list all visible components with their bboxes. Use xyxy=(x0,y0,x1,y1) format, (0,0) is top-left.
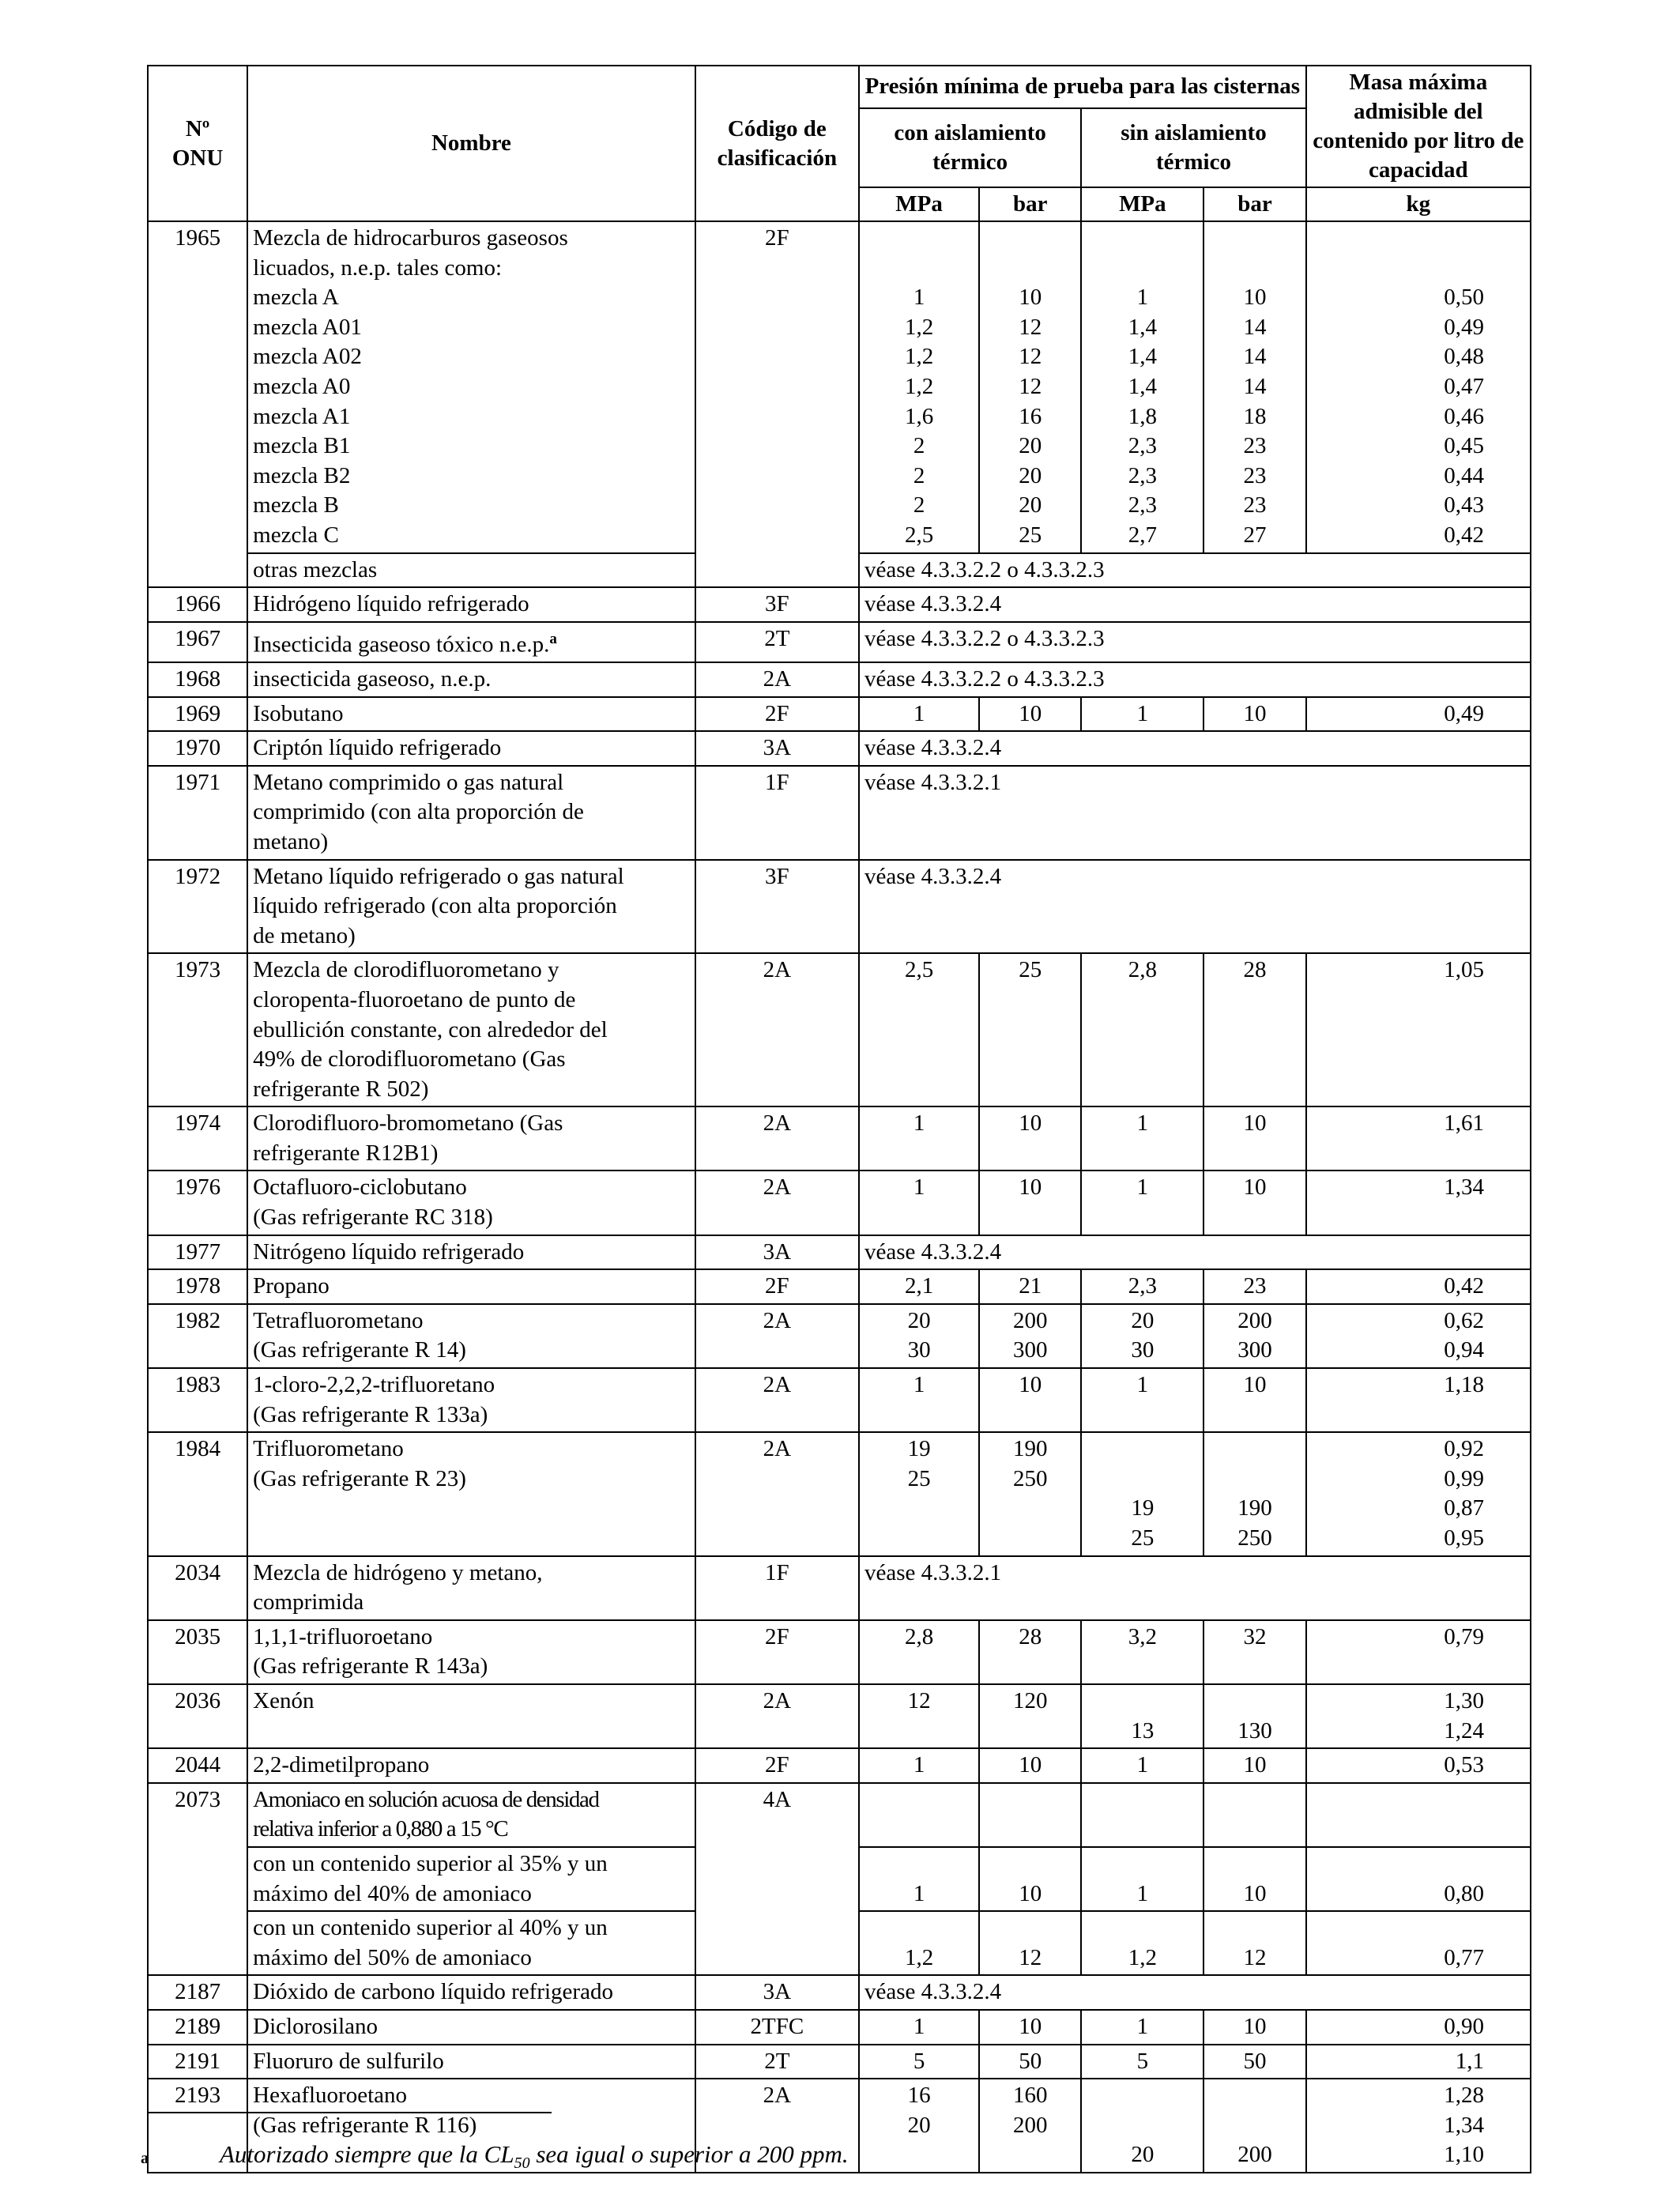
un-number: 1973 xyxy=(148,953,247,1106)
classification-code: 2T xyxy=(695,622,859,662)
pressure-mpa-uninsulated xyxy=(1081,1783,1203,1847)
substance-name: con un contenido superior al 35% y un máximo del 40% de amoniaco xyxy=(247,1847,695,1911)
substance-name: Mezcla de hidrocarburos gaseosos licuados, n.e.p. tales como: mezcla A mezcla A01 mezcla A02 mezcla A0 mezcla A1 mezcla B1 mezcla B2 mezcla B mezcla C xyxy=(247,221,695,553)
substance-name: con un contenido superior al 40% y un máximo del 50% de amoniaco xyxy=(247,1911,695,1975)
pressure-bar-uninsulated: 32 xyxy=(1203,1620,1305,1684)
pressure-bar-insulated: 10 xyxy=(979,1748,1081,1783)
pressure-bar-insulated: 21 xyxy=(979,1269,1081,1304)
classification-code: 3A xyxy=(695,1235,859,1270)
classification-code: 2F xyxy=(695,1620,859,1684)
footnote-text: Autorizado siempre que la $CL_{50}$ sea igual o superior a 200 ppm. xyxy=(220,2140,849,2173)
max-mass-kg: 1,30 1,24 xyxy=(1306,1684,1531,1748)
substance-name: Nitrógeno líquido refrigerado xyxy=(247,1235,695,1270)
classification-code: 2T xyxy=(695,2045,859,2079)
substance-name: Dióxido de carbono líquido refrigerado xyxy=(247,1975,695,2010)
pressure-mpa-insulated: 2,5 xyxy=(859,953,979,1106)
pressure-mpa-insulated: 1 xyxy=(859,1106,979,1171)
header-unit-bar: bar xyxy=(1203,187,1305,221)
substance-name: Tetrafluorometano (Gas refrigerante R 14) xyxy=(247,1304,695,1368)
footnote-ref: a xyxy=(549,630,557,647)
table-row xyxy=(148,1432,1531,1555)
un-number: 2073 xyxy=(148,1783,247,1976)
pressure-bar-uninsulated: 10 xyxy=(1203,1748,1305,1783)
un-number: 1974 xyxy=(148,1106,247,1171)
classification-code: 1F xyxy=(695,1556,859,1620)
un-number: 1965 xyxy=(148,221,247,587)
max-mass-kg xyxy=(1306,1783,1531,1847)
pressure-mpa-uninsulated: 19 25 xyxy=(1081,1432,1203,1555)
max-mass-kg: 1,34 xyxy=(1306,1171,1531,1235)
substance-name: Isobutano xyxy=(247,697,695,732)
table-row xyxy=(148,1556,1531,1620)
pressure-bar-insulated: 12 xyxy=(979,1911,1081,1975)
substance-name: Trifluorometano (Gas refrigerante R 23) xyxy=(247,1432,695,1555)
substance-name: insecticida gaseoso, n.e.p. xyxy=(247,662,695,697)
pressure-bar-insulated: 160 200 xyxy=(979,2079,1081,2173)
max-mass-kg: 0,92 0,99 0,87 0,95 xyxy=(1306,1432,1531,1555)
un-number: 2036 xyxy=(148,1684,247,1748)
pressure-bar-uninsulated: 28 xyxy=(1203,953,1305,1106)
table-row xyxy=(148,221,1531,553)
max-mass-kg: 0,53 xyxy=(1306,1748,1531,1783)
pressure-bar-uninsulated: 130 xyxy=(1203,1684,1305,1748)
pressure-bar-uninsulated: 200 300 xyxy=(1203,1304,1305,1368)
max-mass-kg: 0,79 xyxy=(1306,1620,1531,1684)
pressure-bar-insulated: 10 xyxy=(979,2010,1081,2045)
substance-name: Diclorosilano xyxy=(247,2010,695,2045)
substance-name: Criptón líquido refrigerado xyxy=(247,731,695,766)
substance-name: Clorodifluoro-bromometano (Gas refrigerante R12B1) xyxy=(247,1106,695,1171)
table-row xyxy=(148,662,1531,697)
header-code: Código de clasificación xyxy=(695,66,859,221)
pressure-bar-uninsulated: 190 250 xyxy=(1203,1432,1305,1555)
classification-code: 2A xyxy=(695,1368,859,1432)
header-unit-kg: kg xyxy=(1306,187,1531,221)
pressure-mpa-insulated: 1 1,2 1,2 1,2 1,6 2 2 2 2,5 xyxy=(859,221,979,553)
pressure-mpa-uninsulated: 1 xyxy=(1081,1847,1203,1911)
pressure-mpa-uninsulated: 5 xyxy=(1081,2045,1203,2079)
un-number: 1971 xyxy=(148,766,247,860)
pressure-mpa-insulated: 2,1 xyxy=(859,1269,979,1304)
pressure-bar-insulated: 190 250 xyxy=(979,1432,1081,1555)
table-row xyxy=(148,1975,1531,2010)
max-mass-kg: 1,1 xyxy=(1306,2045,1531,2079)
classification-code: 4A xyxy=(695,1783,859,1976)
pressure-mpa-insulated: 1 xyxy=(859,2010,979,2045)
pressure-bar-uninsulated xyxy=(1203,1783,1305,1847)
pressure-mpa-insulated xyxy=(859,1783,979,1847)
max-mass-kg: 0,49 xyxy=(1306,697,1531,732)
substance-name: Insecticida gaseoso tóxico n.e.p.$^a$ xyxy=(247,622,695,662)
un-number: 1983 xyxy=(148,1368,247,1432)
pressure-mpa-insulated: 20 30 xyxy=(859,1304,979,1368)
pressure-bar-uninsulated: 200 xyxy=(1203,2079,1305,2173)
pressure-mpa-insulated: 16 20 xyxy=(859,2079,979,2173)
pressure-mpa-uninsulated: 1 xyxy=(1081,1368,1203,1432)
substance-name: Hexafluoroetano (Gas refrigerante R 116) xyxy=(247,2079,695,2173)
pressure-bar-uninsulated: 10 xyxy=(1203,1368,1305,1432)
table-body xyxy=(148,221,1531,2173)
see-reference: véase 4.3.3.2.4 xyxy=(859,587,1531,622)
max-mass-kg: 0,77 xyxy=(1306,1911,1531,1975)
un-number: 1977 xyxy=(148,1235,247,1270)
pressure-bar-uninsulated: 50 xyxy=(1203,2045,1305,2079)
pressure-mpa-uninsulated: 2,8 xyxy=(1081,953,1203,1106)
pressure-mpa-uninsulated: 1 xyxy=(1081,1748,1203,1783)
footnote-mark: a xyxy=(141,2150,149,2167)
un-number: 1966 xyxy=(148,587,247,622)
see-reference: véase 4.3.3.2.4 xyxy=(859,731,1531,766)
pressure-bar-insulated: 50 xyxy=(979,2045,1081,2079)
pressure-bar-insulated: 10 xyxy=(979,697,1081,732)
header-unit-mpa: MPa xyxy=(859,187,979,221)
un-number: 1967 xyxy=(148,622,247,662)
table-row xyxy=(148,1368,1531,1432)
pressure-bar-uninsulated: 10 14 14 14 18 23 23 23 27 xyxy=(1203,221,1305,553)
pressure-bar-insulated xyxy=(979,1783,1081,1847)
table-row xyxy=(148,766,1531,860)
substance-name: 2,2-dimetilpropano xyxy=(247,1748,695,1783)
un-number: 2189 xyxy=(148,2010,247,2045)
see-reference: véase 4.3.3.2.4 xyxy=(859,1235,1531,1270)
classification-code: 2A xyxy=(695,662,859,697)
substance-name: Amoniaco en solución acuosa de densidad relativa inferior a 0,880 a 15 °C xyxy=(247,1783,695,1847)
pressure-bar-insulated: 10 xyxy=(979,1847,1081,1911)
table-row xyxy=(148,953,1531,1106)
classification-code: 2A xyxy=(695,2079,859,2173)
table-row xyxy=(148,1304,1531,1368)
pressure-mpa-insulated: 19 25 xyxy=(859,1432,979,1555)
pressure-mpa-insulated: 2,8 xyxy=(859,1620,979,1684)
see-reference: véase 4.3.3.2.2 o 4.3.3.2.3 xyxy=(859,622,1531,662)
pressure-mpa-uninsulated: 3,2 xyxy=(1081,1620,1203,1684)
max-mass-kg: 1,61 xyxy=(1306,1106,1531,1171)
pressure-mpa-uninsulated: 20 xyxy=(1081,2079,1203,2173)
un-number: 2193 xyxy=(148,2079,247,2173)
pressure-bar-uninsulated: 10 xyxy=(1203,697,1305,732)
see-reference: véase 4.3.3.2.4 xyxy=(859,1975,1531,2010)
pressure-mpa-uninsulated: 1 1,4 1,4 1,4 1,8 2,3 2,3 2,3 2,7 xyxy=(1081,221,1203,553)
substance-name: Hidrógeno líquido refrigerado xyxy=(247,587,695,622)
un-number: 1984 xyxy=(148,1432,247,1555)
substance-name: 1,1,1-trifluoroetano (Gas refrigerante R 143a) xyxy=(247,1620,695,1684)
substance-name: Octafluoro-ciclobutano (Gas refrigerante RC 318) xyxy=(247,1171,695,1235)
pressure-mpa-uninsulated: 1 xyxy=(1081,2010,1203,2045)
un-number: 1976 xyxy=(148,1171,247,1235)
un-number: 1969 xyxy=(148,697,247,732)
pressure-mpa-uninsulated: 1 xyxy=(1081,1106,1203,1171)
pressure-bar-insulated: 10 xyxy=(979,1368,1081,1432)
classification-code: 3F xyxy=(695,860,859,954)
table-row xyxy=(148,1783,1531,1847)
pressure-bar-insulated: 10 xyxy=(979,1171,1081,1235)
table-row xyxy=(148,1748,1531,1783)
substance-name: Mezcla de clorodifluorometano y cloropenta-fluoroetano de punto de ebullición constante, con alrededor del 49% de clorodifluorometano (Gas refrigerante R 502) xyxy=(247,953,695,1106)
pressure-mpa-uninsulated: 1 xyxy=(1081,697,1203,732)
un-number: 1968 xyxy=(148,662,247,697)
pressure-bar-uninsulated: 10 xyxy=(1203,1171,1305,1235)
table-row xyxy=(148,731,1531,766)
pressure-mpa-uninsulated: 1,2 xyxy=(1081,1911,1203,1975)
pressure-bar-insulated: 120 xyxy=(979,1684,1081,1748)
table-row xyxy=(148,1171,1531,1235)
classification-code: 2A xyxy=(695,1684,859,1748)
gas-table xyxy=(147,65,1531,2173)
pressure-bar-uninsulated: 12 xyxy=(1203,1911,1305,1975)
un-number: 2187 xyxy=(148,1975,247,2010)
pressure-mpa-uninsulated: 13 xyxy=(1081,1684,1203,1748)
un-number: 1970 xyxy=(148,731,247,766)
table-row xyxy=(148,587,1531,622)
classification-code: 3A xyxy=(695,1975,859,2010)
classification-code: 2F xyxy=(695,1269,859,1304)
classification-code: 1F xyxy=(695,766,859,860)
header-un: Nº ONU xyxy=(148,66,247,221)
table-row xyxy=(148,860,1531,954)
pressure-mpa-insulated: 1 xyxy=(859,1748,979,1783)
see-reference: véase 4.3.3.2.1 xyxy=(859,766,1531,860)
substance-name: Xenón xyxy=(247,1684,695,1748)
max-mass-kg: 0,42 xyxy=(1306,1269,1531,1304)
pressure-mpa-insulated: 1 xyxy=(859,697,979,732)
max-mass-kg: 0,90 xyxy=(1306,2010,1531,2045)
substance-name: Propano xyxy=(247,1269,695,1304)
pressure-mpa-insulated: 1,2 xyxy=(859,1911,979,1975)
classification-code: 2TFC xyxy=(695,2010,859,2045)
table-row xyxy=(148,1269,1531,1304)
table-row xyxy=(148,2010,1531,2045)
classification-code: 2F xyxy=(695,697,859,732)
substance-name: Fluoruro de sulfurilo xyxy=(247,2045,695,2079)
classification-code: 2F xyxy=(695,221,859,587)
table-row xyxy=(148,697,1531,732)
un-number: 2035 xyxy=(148,1620,247,1684)
max-mass-kg: 1,05 xyxy=(1306,953,1531,1106)
pressure-bar-uninsulated: 10 xyxy=(1203,1847,1305,1911)
classification-code: 2A xyxy=(695,1106,859,1171)
un-number: 2191 xyxy=(148,2045,247,2079)
pressure-mpa-insulated: 12 xyxy=(859,1684,979,1748)
classification-code: 2F xyxy=(695,1748,859,1783)
max-mass-kg: 1,28 1,34 1,10 xyxy=(1306,2079,1531,2173)
substance-name: otras mezclas xyxy=(247,553,695,588)
pressure-mpa-uninsulated: 2,3 xyxy=(1081,1269,1203,1304)
un-number: 1972 xyxy=(148,860,247,954)
pressure-mpa-insulated: 1 xyxy=(859,1368,979,1432)
header-with-insulation: con aislamiento térmico xyxy=(859,108,1081,187)
pressure-bar-insulated: 28 xyxy=(979,1620,1081,1684)
substance-name: Mezcla de hidrógeno y metano, comprimida xyxy=(247,1556,695,1620)
pressure-bar-uninsulated: 10 xyxy=(1203,1106,1305,1171)
table-row xyxy=(148,1106,1531,1171)
table-row xyxy=(148,2045,1531,2079)
pressure-mpa-insulated: 1 xyxy=(859,1847,979,1911)
classification-code: 3A xyxy=(695,731,859,766)
table-row xyxy=(148,1684,1531,1748)
see-reference: véase 4.3.3.2.2 o 4.3.3.2.3 xyxy=(859,662,1531,697)
header-without-insulation: sin aislamiento térmico xyxy=(1081,108,1305,187)
un-number: 1978 xyxy=(148,1269,247,1304)
un-number: 2044 xyxy=(148,1748,247,1783)
pressure-bar-uninsulated: 10 xyxy=(1203,2010,1305,2045)
max-mass-kg: 1,18 xyxy=(1306,1368,1531,1432)
classification-code: 2A xyxy=(695,953,859,1106)
header-mass: Masa máxima admisible del contenido por litro de capacidad xyxy=(1306,66,1531,187)
table-row xyxy=(148,622,1531,662)
header-pressure: Presión mínima de prueba para las cisternas xyxy=(859,66,1306,108)
un-number: 2034 xyxy=(148,1556,247,1620)
max-mass-kg: 0,62 0,94 xyxy=(1306,1304,1531,1368)
table-row xyxy=(148,1235,1531,1270)
pressure-bar-insulated: 10 12 12 12 16 20 20 20 25 xyxy=(979,221,1081,553)
max-mass-kg: 0,50 0,49 0,48 0,47 0,46 0,45 0,44 0,43 0,42 xyxy=(1306,221,1531,553)
un-number: 1982 xyxy=(148,1304,247,1368)
classification-code: 3F xyxy=(695,587,859,622)
see-reference: véase 4.3.3.2.1 xyxy=(859,1556,1531,1620)
pressure-mpa-uninsulated: 1 xyxy=(1081,1171,1203,1235)
pressure-mpa-uninsulated: 20 30 xyxy=(1081,1304,1203,1368)
table-header xyxy=(148,66,1531,221)
header-unit-mpa: MPa xyxy=(1081,187,1203,221)
classification-code: 2A xyxy=(695,1171,859,1235)
substance-name: Metano líquido refrigerado o gas natural líquido refrigerado (con alta proporción de metano) xyxy=(247,860,695,954)
pressure-bar-insulated: 200 300 xyxy=(979,1304,1081,1368)
classification-code: 2A xyxy=(695,1432,859,1555)
pressure-mpa-insulated: 5 xyxy=(859,2045,979,2079)
header-name: Nombre xyxy=(247,66,695,221)
substance-name: 1-cloro-2,2,2-trifluoretano (Gas refrigerante R 133a) xyxy=(247,1368,695,1432)
table-row xyxy=(148,1620,1531,1684)
see-reference: véase 4.3.3.2.2 o 4.3.3.2.3 xyxy=(859,553,1531,588)
pressure-mpa-insulated: 1 xyxy=(859,1171,979,1235)
pressure-bar-insulated: 10 xyxy=(979,1106,1081,1171)
classification-code: 2A xyxy=(695,1304,859,1368)
max-mass-kg: 0,80 xyxy=(1306,1847,1531,1911)
footnote-rule xyxy=(147,2112,552,2113)
pressure-bar-insulated: 25 xyxy=(979,953,1081,1106)
substance-name: Metano comprimido o gas natural comprimido (con alta proporción de metano) xyxy=(247,766,695,860)
see-reference: véase 4.3.3.2.4 xyxy=(859,860,1531,954)
pressure-bar-uninsulated: 23 xyxy=(1203,1269,1305,1304)
header-unit-bar: bar xyxy=(979,187,1081,221)
